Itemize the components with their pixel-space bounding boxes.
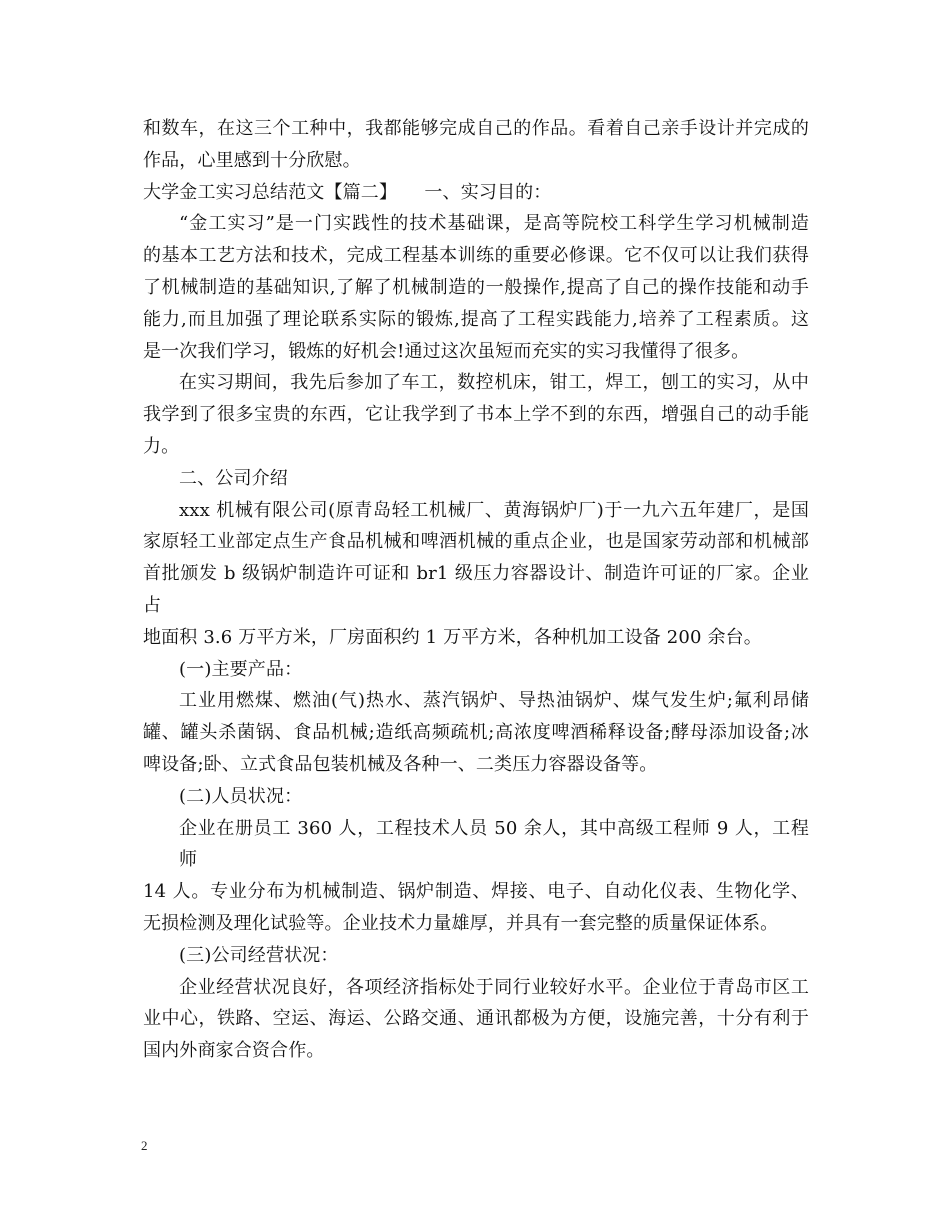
text-line: 首批颁发 b 级锅炉制造许可证和 br1 级压力容器设计、制造许可证的厂家。企业占 (143, 563, 809, 616)
text-line: 大学金工实习总结范文【篇二】 一、实习目的： (143, 181, 552, 203)
text-line: 啤设备;卧、立式食品包装机械及各种一、二类压力容器设备等。 (143, 753, 658, 775)
text-line: (三)公司经营状况： (179, 944, 339, 966)
text-line: 14 人。专业分布为机械制造、锅炉制造、焊接、电子、自动化仪表、生物化学、 (143, 881, 809, 903)
text-line: 我学到了很多宝贵的东西，它让我学到了书本上学不到的东西，增强自己的动手能 (143, 404, 809, 426)
text-line: xxx 机械有限公司(原青岛轻工机械厂、黄海锅炉厂)于一九六五年建厂，是国 (179, 499, 809, 521)
text-line: 能力,而且加强了理论联系实际的锻炼,提高了工程实践能力,培养了工程素质。这 (143, 308, 809, 330)
text-line: 的基本工艺方法和技术，完成工程基本训练的重要必修课。它不仅可以让我们获得 (143, 245, 809, 267)
text-line: 工业用燃煤、燃油(气)热水、蒸汽锅炉、导热油锅炉、煤气发生炉;氟利昂储 (179, 690, 809, 712)
text-line: “金工实习”是一门实践性的技术基础课，是高等院校工科学生学习机械制造 (179, 213, 809, 235)
text-line: 企业经营状况良好，各项经济指标处于同行业较好水平。企业位于青岛市区工 (179, 976, 809, 998)
text-line: 作品，心里感到十分欣慰。 (143, 149, 361, 171)
document-body (143, 113, 809, 1067)
text-line: 无损检测及理化试验等。企业技术力量雄厚，并具有一套完整的质量保证体系。 (143, 912, 779, 934)
page-number: 2 (141, 1138, 148, 1153)
text-line: (二)人员状况： (179, 785, 303, 807)
text-line: 了机械制造的基础知识,了解了机械制造的一般操作,提高了自己的操作技能和动手 (143, 276, 809, 298)
text-line: 在实习期间，我先后参加了车工，数控机床，钳工，焊工，刨工的实习，从中 (179, 372, 809, 394)
text-line: 是一次我们学习，锻炼的好机会!通过这次虽短而充实的实习我懂得了很多。 (143, 340, 750, 362)
text-line: 地面积 3.6 万平方米，厂房面积约 1 万平方米，各种机加工设备 200 余台。 (143, 626, 762, 648)
text-line: 业中心，铁路、空运、海运、公路交通、通讯都极为方便，设施完善，十分有利于 (143, 1008, 809, 1030)
text-line: 罐、罐头杀菌锅、食品机械;造纸高频疏机;高浓度啤酒稀释设备;酵母添加设备;冰 (143, 722, 809, 744)
text-line: 国内外商家合资合作。 (143, 1040, 325, 1062)
text-line: (一)主要产品： (179, 658, 303, 680)
text-line: 家原轻工业部定点生产食品机械和啤酒机械的重点企业，也是国家劳动部和机械部 (143, 531, 809, 553)
text-line: 和数车，在这三个工种中，我都能够完成自己的作品。看着自己亲手设计并完成的 (143, 118, 809, 139)
text-line: 企业在册员工 360 人，工程技术人员 50 余人，其中高级工程师 9 人，工程师 (179, 817, 809, 871)
text-line: 力。 (143, 435, 180, 457)
text-line: 二、公司介绍 (179, 467, 288, 489)
